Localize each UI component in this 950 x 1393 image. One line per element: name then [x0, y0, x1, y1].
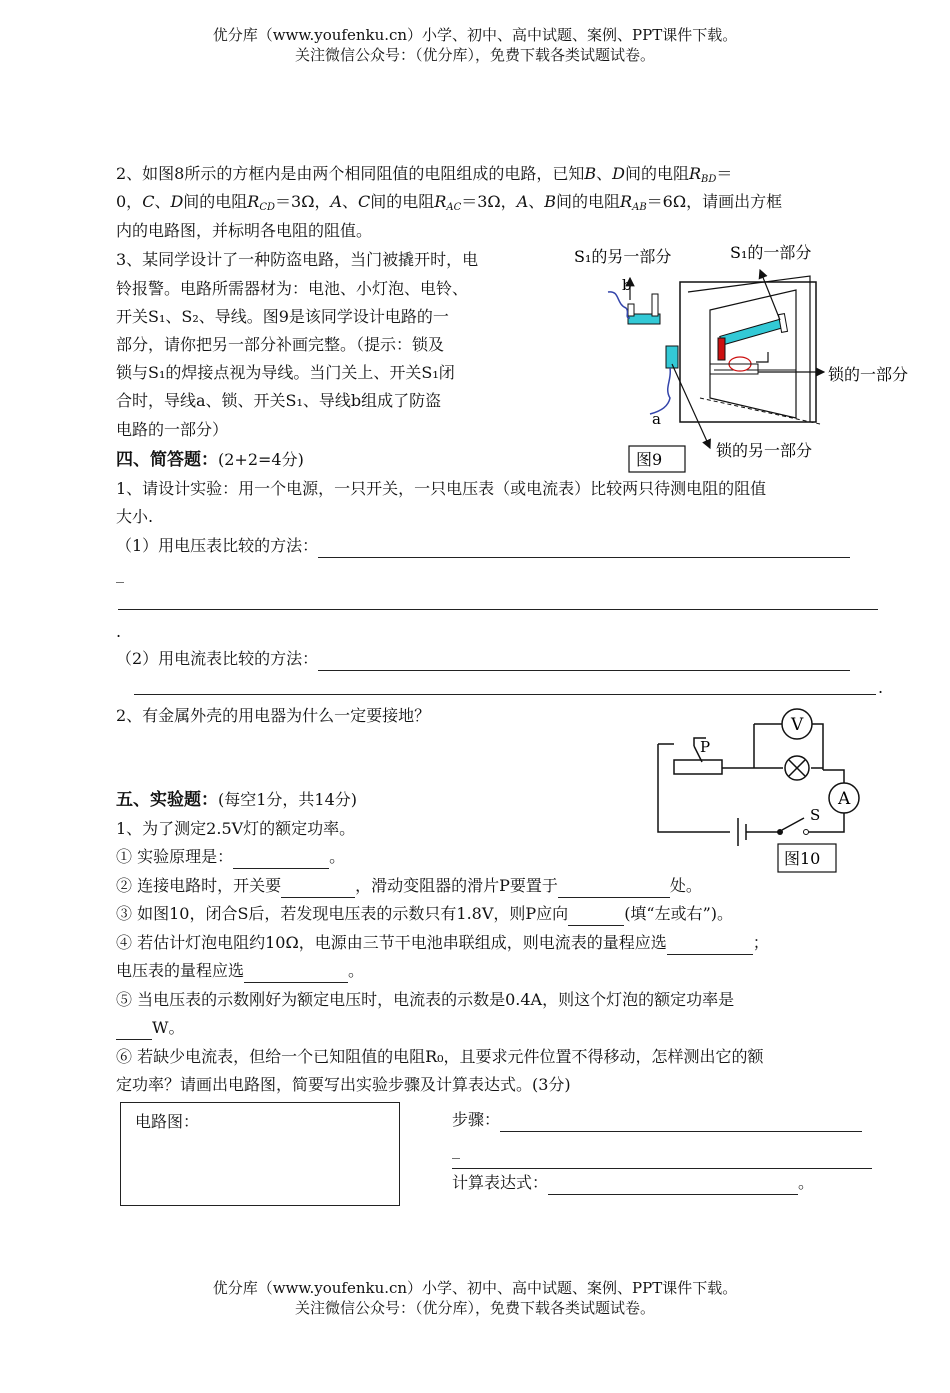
fig9-label-a: a	[652, 410, 661, 428]
sec4-dot-2: .	[878, 678, 884, 697]
q2-line-1: 2、如图8所示的方框内是由两个相同阻值的电阻组成的电路，已知B、D间的电阻$R_{BD}=$	[116, 164, 733, 185]
sec4-q1-line-1: 1、请设计实验：用一个电源，一只开关，一只电压表（或电流表）比较两只待测电阻的阻值	[116, 479, 767, 498]
answer-blank-voltmeter[interactable]	[318, 557, 850, 558]
fig9-label-s1-part: S₁的一部分	[730, 243, 812, 262]
q3-line-3: 开关S₁、S₂、导线。图9是该同学设计电路的一	[116, 307, 449, 326]
sec5-item-3: ③ 如图10，闭合S后，若发现电压表的示数只有1.8V，则P应向 (填“左或右”)。	[116, 902, 733, 926]
header-line-2: 关注微信公众号：（优分库），免费下载各类试题试卷。	[294, 46, 655, 64]
lock-red-block	[718, 338, 725, 360]
blank-power[interactable]	[116, 1039, 152, 1040]
figure-9-diagram	[560, 238, 930, 478]
q3-line-7: 电路的一部分）	[116, 420, 229, 439]
rheostat	[674, 760, 722, 774]
blank-principle[interactable]	[233, 868, 329, 869]
sec5-item-2: ② 连接电路时，开关要 ，滑动变阻器的滑片P要置于 处。	[116, 874, 702, 898]
wire-a	[650, 368, 670, 414]
blank-formula[interactable]	[548, 1194, 798, 1195]
sec4-q2: 2、有金属外壳的用电器为什么一定要接地？	[116, 706, 431, 725]
sec5-item-4: ④ 若估计灯泡电阻约10Ω，电源由三节干电池串联组成，则电流表的量程应选 ；	[116, 931, 769, 955]
sec5-q1: 1、为了测定2.5V灯的额定功率。	[116, 819, 356, 838]
blank-slider[interactable]	[558, 897, 670, 898]
steps-line: 步骤：	[452, 1108, 862, 1132]
answer-rule-ammeter-2[interactable]	[134, 694, 876, 695]
sec4-q1-part2: （2）用电流表比较的方法：	[116, 647, 850, 671]
formula-line: 计算表达式： 。	[452, 1171, 814, 1195]
fig9-caption: 图9	[636, 450, 663, 469]
sec5-heading: 五、实验题：(每空1分，共14分)	[116, 790, 358, 810]
footer-line-2: 关注微信公众号：（优分库），免费下载各类试题试卷。	[294, 1299, 655, 1317]
sec5-item-5: ⑤ 当电压表的示数刚好为额定电压时，电流表的示数是0.4A，则这个灯泡的额定功率是	[116, 990, 735, 1009]
circuit-box-label: 电路图：	[135, 1112, 200, 1131]
circuit-drawing-box[interactable]	[120, 1102, 400, 1206]
fig9-label-s1-other: S₁的另一部分	[574, 247, 672, 266]
fig10-label-s: S	[810, 806, 821, 824]
answer-rule-voltmeter-2[interactable]	[118, 609, 878, 610]
figure-10-circuit	[650, 700, 870, 880]
sec4-dash: _	[116, 564, 124, 583]
sec5-item-4b: 电压表的量程应选 。	[116, 959, 364, 983]
sec5-item-5b: W。	[116, 1016, 184, 1040]
blank-direction[interactable]	[568, 925, 624, 926]
sec5-item-1: ① 实验原理是： 。	[116, 845, 345, 869]
fig9-label-b: b	[622, 276, 632, 294]
fig10-label-p: P	[700, 738, 711, 756]
q3-line-6: 合时，导线a、锁、开关S₁、导线b组成了防盗	[116, 391, 442, 410]
s1-part-bar	[720, 319, 782, 345]
q3-line-4: 部分，请你把另一部分补画完整。（提示：锁及	[116, 335, 445, 354]
sec5-item-6: ⑥ 若缺少电流表，但给一个已知阻值的电阻R₀，且要求元件位置不得移动，怎样测出它的额	[116, 1047, 764, 1066]
blank-steps[interactable]	[500, 1131, 862, 1132]
blank-voltmeter-range[interactable]	[244, 982, 348, 983]
blank-steps-2[interactable]	[452, 1168, 872, 1169]
fig10-caption: 图10	[784, 849, 821, 868]
q3-line-5: 锁与S₁的焊接点视为导线。当门关上、开关S₁闭	[116, 363, 455, 382]
answer-blank-ammeter[interactable]	[318, 670, 850, 671]
fig9-label-lock-other: 锁的另一部分	[716, 441, 813, 460]
blank-ammeter-range[interactable]	[667, 954, 753, 955]
fig9-label-lock-part: 锁的一部分	[828, 365, 909, 384]
footer-line-1: 优分库（www.youfenku.cn）小学、初中、高中试题、案例、PPT课件下载。	[212, 1279, 738, 1297]
sec4-q1-line-2: 大小.	[116, 507, 154, 526]
wire-b	[608, 292, 630, 318]
q2-line-3: 内的电路图，并标明各电阻的阻值。	[116, 221, 373, 240]
sec4-dot-1: .	[116, 622, 122, 641]
fig10-label-v: V	[791, 715, 804, 735]
fig10-label-a: A	[838, 789, 851, 809]
sec4-heading: 四、简答题：(2+2=4分)	[116, 450, 304, 470]
q2-line-2: 0，C、D间的电阻$R_{CD}=3\Omega$，A、C间的电阻$R_{AC}=3\Omega$，A、B间的电阻$R_{AB}=6\Omega$，请画出方框	[116, 192, 783, 213]
q3-line-1: 3、某同学设计了一种防盗电路，当门被撬开时，电	[116, 250, 479, 269]
q3-line-2: 铃报警。电路所需器材为：电池、小灯泡、电铃、	[116, 279, 469, 298]
sec5-item-6b: 定功率？请画出电路图，简要写出实验步骤及计算表达式。(3分)	[116, 1075, 571, 1094]
steps-dash: _	[452, 1140, 460, 1159]
header-line-1: 优分库（www.youfenku.cn）小学、初中、高中试题、案例、PPT课件下载。	[212, 26, 738, 44]
sec4-q1-part1: （1）用电压表比较的方法：	[116, 534, 850, 558]
blank-switch[interactable]	[281, 897, 355, 898]
